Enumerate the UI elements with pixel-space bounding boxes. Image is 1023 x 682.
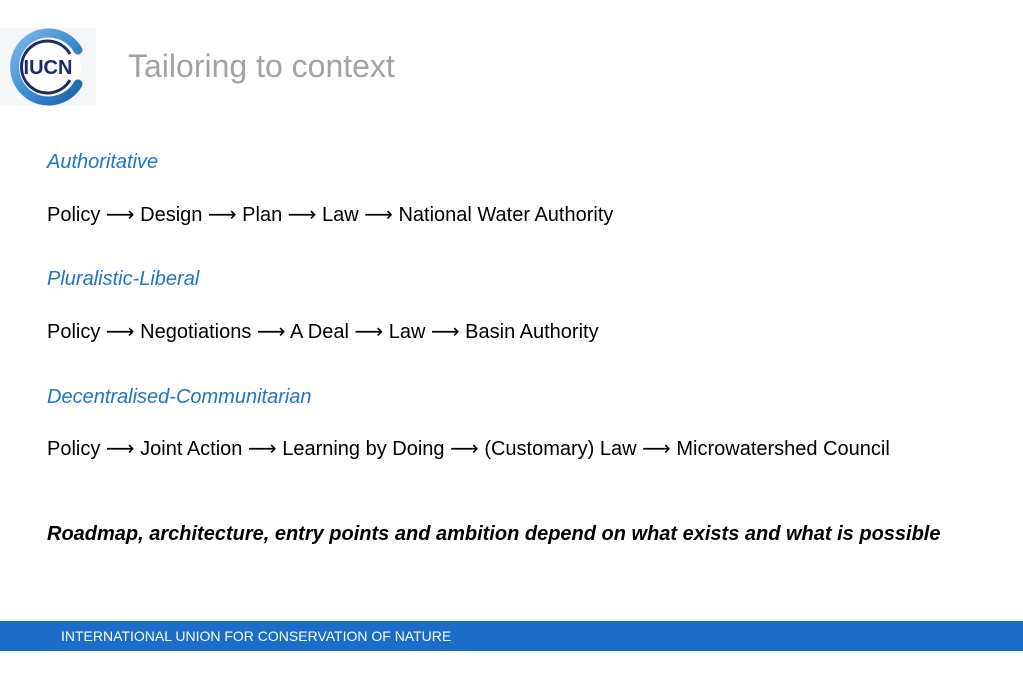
heading-pluralistic-liberal: Pluralistic-Liberal — [47, 268, 200, 290]
page-title: Tailoring to context — [128, 48, 395, 84]
heading-authoritative: Authoritative — [47, 151, 159, 173]
footer-bar — [0, 621, 1023, 651]
iucn-logo-icon — [0, 28, 96, 106]
flow-pluralistic-liberal: Policy ⟶ Negotiations ⟶ A Deal ⟶ Law ⟶ Basin Authority — [47, 321, 599, 343]
heading-decentralised-communitarian: Decentralised-Communitarian — [47, 386, 312, 408]
logo-text: IUCN — [23, 57, 73, 79]
footer-text: INTERNATIONAL UNION FOR CONSERVATION OF NATURE — [61, 628, 452, 644]
conclusion-statement: Roadmap, architecture, entry points and ambition depend on what exists and what is possible — [47, 523, 941, 545]
flow-decentralised-communitarian: Policy ⟶ Joint Action ⟶ Learning by Doing ⟶ (Customary) Law ⟶ Microwatershed Council — [47, 438, 890, 460]
iucn-logo — [0, 28, 96, 106]
flow-authoritative: Policy ⟶ Design ⟶ Plan ⟶ Law ⟶ National Water Authority — [47, 204, 614, 226]
